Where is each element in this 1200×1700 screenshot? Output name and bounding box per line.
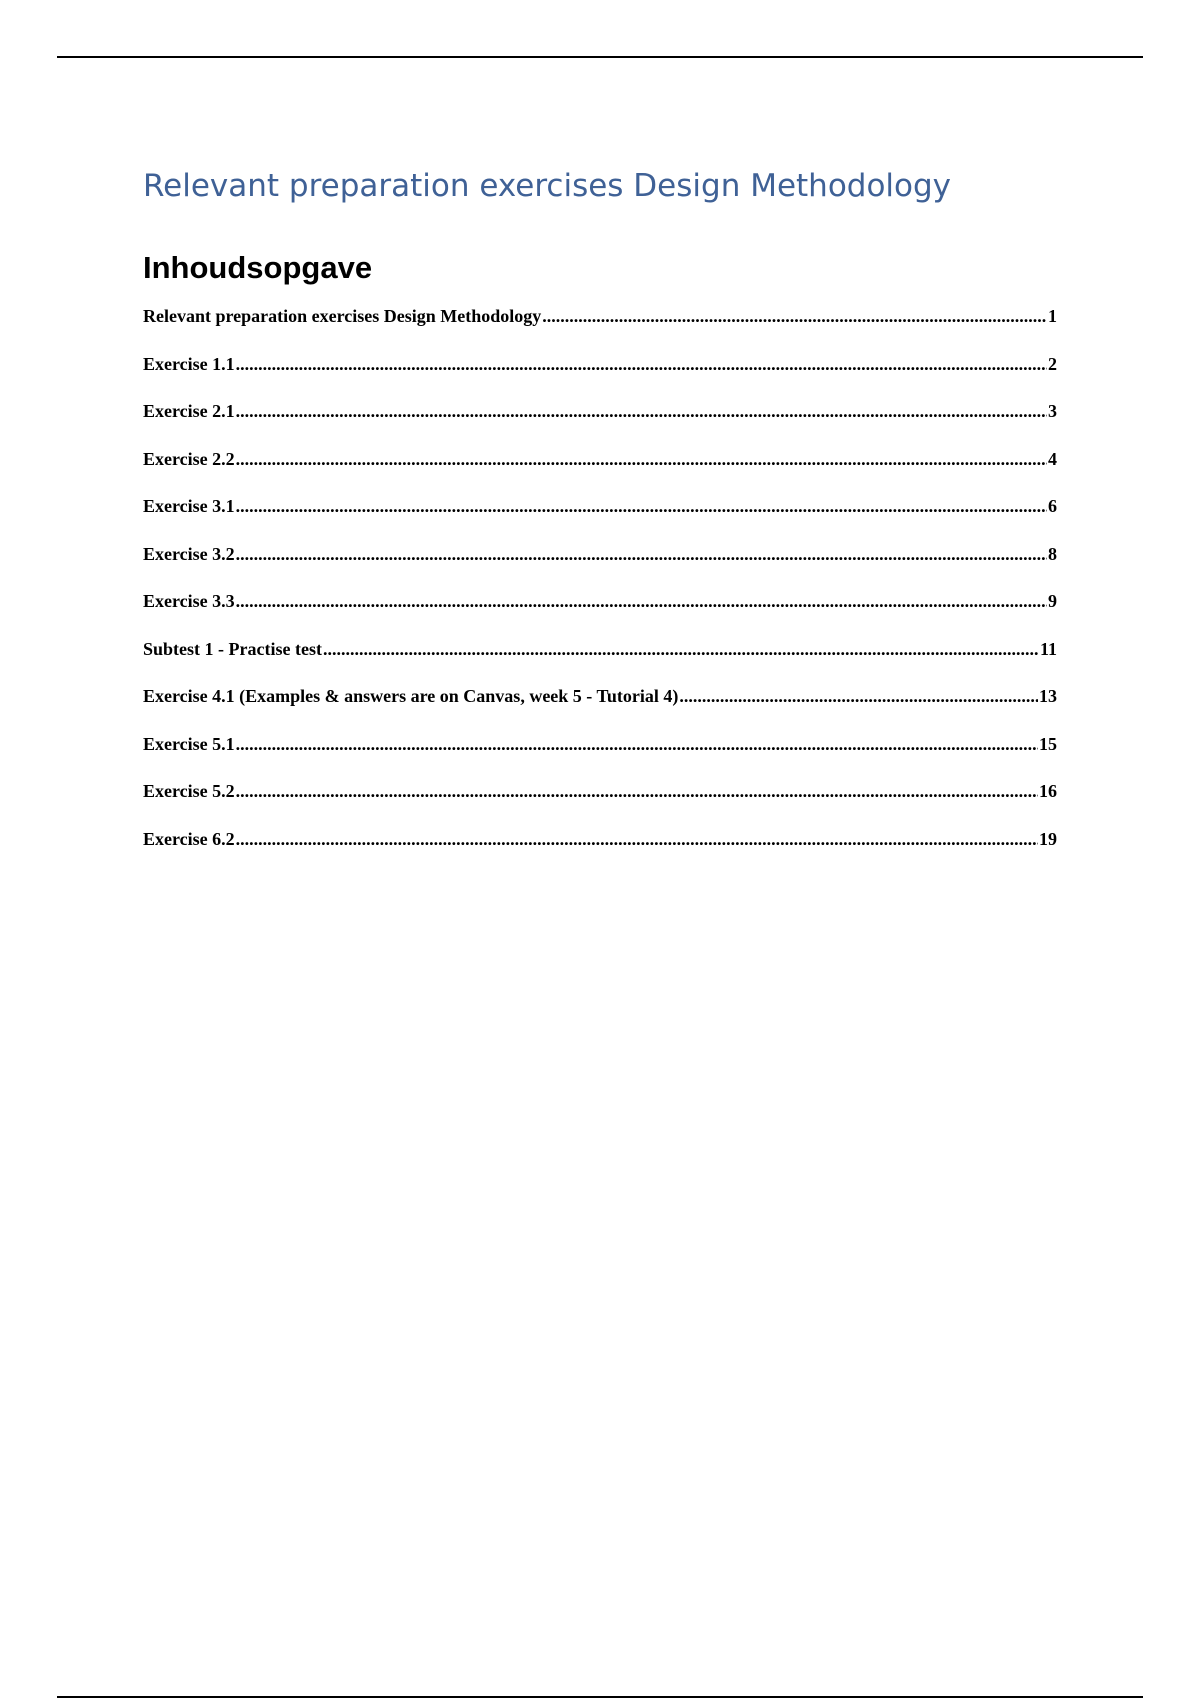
toc-entry-page: 15: [1039, 733, 1057, 754]
toc-entry[interactable]: [143, 686, 1057, 734]
toc-entry-page: 2: [1048, 353, 1057, 374]
toc-dot-leader: [679, 686, 1038, 707]
toc-entry-text: Exercise 5.2: [143, 781, 235, 801]
toc-dot-leader: [236, 591, 1047, 612]
toc-entry[interactable]: [143, 449, 1057, 497]
document-title: Relevant preparation exercises Design Methodology: [143, 168, 952, 204]
toc-entry-text: Subtest 1 - Practise test: [143, 638, 322, 659]
toc-entry-page: 16: [1039, 781, 1057, 801]
toc-dot-leader: [323, 639, 1039, 660]
toc-entry[interactable]: [143, 401, 1057, 449]
toc-entry-text: Exercise 2.2: [143, 448, 235, 469]
toc-dot-leader: [236, 354, 1047, 375]
toc-entry-text: Exercise 6.2: [143, 828, 235, 849]
toc-dot-leader: [236, 401, 1047, 422]
toc-entry[interactable]: [143, 639, 1057, 687]
toc-dot-leader: [236, 781, 1038, 802]
table-of-contents: [143, 306, 1057, 876]
toc-dot-leader: [236, 496, 1047, 517]
toc-entry-page: 9: [1048, 591, 1057, 611]
toc-entry-page: 1: [1048, 306, 1057, 326]
toc-heading: Inhoudsopgave: [143, 250, 373, 285]
toc-entry-text: Exercise 3.2: [143, 543, 235, 564]
toc-entry-page: 19: [1039, 828, 1057, 849]
toc-entry-text: Exercise 1.1: [143, 353, 235, 374]
toc-entry-page: 4: [1048, 448, 1057, 469]
toc-entry[interactable]: [143, 781, 1057, 829]
toc-dot-leader: [236, 544, 1047, 565]
toc-entry[interactable]: [143, 306, 1057, 354]
toc-dot-leader: [542, 306, 1047, 327]
toc-entry-text: Exercise 5.1: [143, 733, 235, 754]
toc-entry[interactable]: [143, 734, 1057, 782]
toc-dot-leader: [236, 829, 1038, 850]
toc-entry[interactable]: [143, 829, 1057, 877]
toc-dot-leader: [236, 734, 1038, 755]
toc-entry-page: 8: [1048, 543, 1057, 564]
toc-entry-page: 11: [1039, 638, 1057, 659]
toc-dot-leader: [236, 449, 1047, 470]
toc-entry-text: Exercise 3.3: [143, 591, 235, 611]
toc-entry-text: Exercise 2.1: [143, 401, 235, 421]
header-rule: [57, 56, 1143, 58]
footer-rule: [57, 1696, 1143, 1698]
toc-entry[interactable]: [143, 496, 1057, 544]
toc-entry-page: 3: [1048, 401, 1057, 421]
toc-entry-text: Exercise 3.1: [143, 496, 235, 516]
toc-entry-page: 6: [1048, 496, 1057, 516]
toc-entry-text: Relevant preparation exercises Design Methodology: [143, 306, 542, 326]
toc-entry-page: 13: [1039, 686, 1057, 706]
toc-entry[interactable]: [143, 354, 1057, 402]
document-page: [143, 160, 1057, 876]
toc-entry[interactable]: [143, 591, 1057, 639]
toc-entry-text: Exercise 4.1 (Examples & answers are on Canvas, week 5 - Tutorial 4): [143, 686, 679, 706]
toc-entry[interactable]: [143, 544, 1057, 592]
